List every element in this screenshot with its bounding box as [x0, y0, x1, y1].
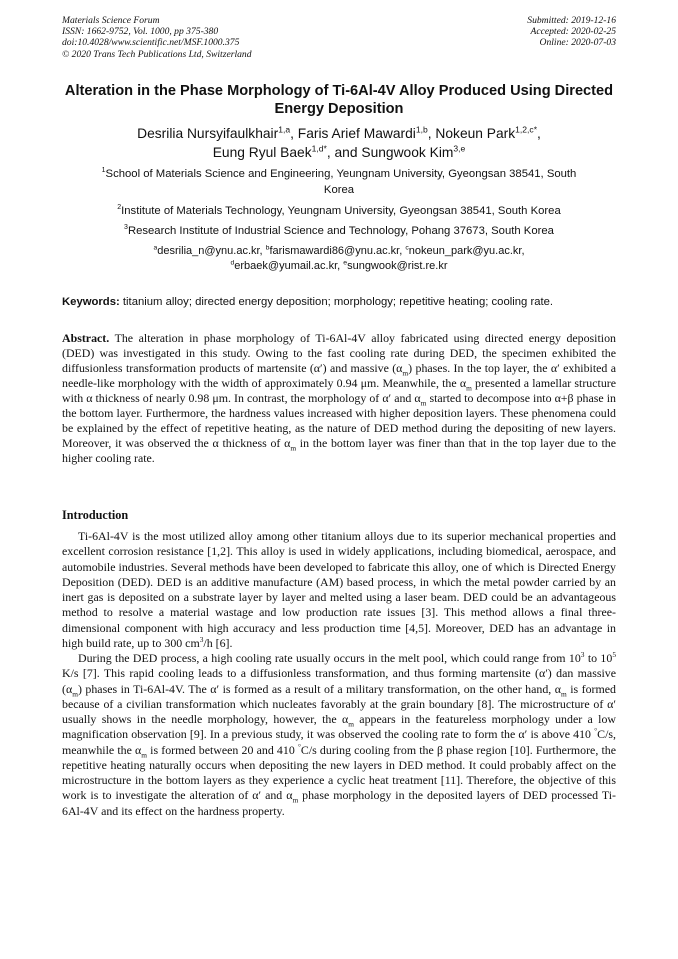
author-separator: , [290, 126, 298, 141]
author-affiliation-mark: 1,b [415, 124, 428, 135]
keywords-text: titanium alloy; directed energy deposition; morphology; repetitive heating; cooling rate. [122, 296, 554, 308]
email-mark: c [405, 244, 409, 252]
section-heading: Introduction [62, 508, 129, 522]
paragraph-text: /h [6]. [203, 635, 233, 650]
journal-copyright: © 2020 Trans Tech Publications Ltd, Switzerland [62, 48, 252, 60]
superscript: 3 [199, 634, 204, 644]
paragraph-text: Ti-6Al-4V is the most utilized alloy among other titanium alloys due to its superior mechanical properties and excellent corrosion resistance [1,2]. This alloy is used in widely applications, including biomedical, aerospace, and automobile industries. Several methods have been developed to fabricate this alloy, one of which is Directed Energy Deposition (DED). DED is an additive manufacture (AM) based process, in which the metal powder carried by an inert gas is deposited on a substrate layer by layer and melted using a laser beam. DED could be an advantageous method to resolve a material wastage and low production rate issues [3]. This method allows a final three-dimensional component with high accuracy and less production time [4,5]. Moreover, DED has an advantage in high build rate, up to 300 cm [62, 529, 616, 650]
superscript: 3 [580, 650, 585, 660]
abstract-text: The alteration in phase morphology of Ti-6Al-4V alloy fabricated using directed energy deposition (DED) was investigated in this study. Owing to the fast cooling rate during DED, the specimen exhibited the diffusionless transformation products of martensite (α′) and massive (α [62, 331, 616, 376]
author-name: Faris Arief Mawardi [297, 126, 416, 141]
email-mark: d [230, 258, 235, 266]
journal-doi: doi:10.4028/www.scientific.net/MSF.1000.375 [62, 37, 240, 49]
keywords [62, 295, 616, 309]
subscript: m [141, 749, 147, 759]
paragraph-text: is formed between 20 and 410 [147, 742, 298, 757]
journal-info [62, 15, 252, 60]
email-address: desrilia_n@ynu.ac.kr, [157, 245, 266, 257]
subscript: m [292, 795, 299, 805]
keywords-label: Keywords: [62, 296, 120, 308]
submission-dates [527, 15, 616, 49]
author-affiliation-mark: 1,a [278, 124, 291, 135]
affiliation-text: Research Institute of Industrial Science and Technology, Pohang 37673, South Korea [127, 225, 554, 237]
author-name: Desrilia Nursyifaulkhair [137, 126, 279, 141]
email-address: sungwook@rist.re.kr [347, 259, 448, 272]
author-affiliation-mark: 1,d* [311, 143, 327, 154]
introduction-body [62, 529, 616, 819]
abstract [62, 331, 616, 466]
email-mark: a [153, 244, 158, 252]
degree-sign: ° [297, 741, 301, 751]
paragraph-text: During the DED process, a high cooling rate usually occurs in the melt pool, which could range from 10 [78, 651, 581, 665]
affiliation-number: 2 [117, 204, 122, 212]
paper-title: Alteration in the Phase Morphology of Ti-6Al-4V Alloy Produced Using Directed Energy Deposition [64, 83, 614, 117]
abstract-text: presented a lamellar structure with α thickness of nearly 0.98 μm. In contrast, the morphology of α′ and α [62, 376, 617, 406]
abstract-label: Abstract. [62, 331, 110, 345]
paragraph-text: K/s [7]. This rapid cooling leads to a diffusionless transformation, and thus forming martensite (α′) dan massive (α [62, 666, 616, 696]
author-separator: , [427, 126, 436, 141]
abstract-text: ) phases. In the top layer, the α′ exhibited a needle-like morphology with the width of approximately 0.94 μm. Meanwhile, the α [62, 361, 617, 391]
paragraph-text: to 10 [584, 651, 613, 665]
email-mark: b [265, 244, 270, 252]
author-separator: , [537, 126, 541, 141]
affiliation-number: 3 [124, 224, 128, 232]
submitted-date: Submitted: 2019-12-16 [527, 15, 616, 26]
subscript: m [466, 383, 472, 393]
email-address: nokeun_park@yu.ac.kr, [408, 245, 525, 257]
affiliation-text: School of Materials Science and Engineering, Yeungnam University, Gyeongsan 38541, South Korea [105, 168, 577, 196]
subscript: m [348, 719, 354, 729]
author-name: Eung Ryul Baek [212, 145, 312, 160]
author-separator: , and [326, 145, 362, 160]
paragraph-text: phase morphology in the deposited layers of DED processed Ti-6Al-4V and its effect on the hardness property. [62, 788, 616, 818]
paragraph [62, 529, 616, 651]
author-list [62, 124, 616, 162]
paragraph-text: ) phases in Ti-6Al-4V. The α′ is formed as a result of a military transformation, on the other hand, α [77, 681, 561, 696]
email-address: farismawardi86@ynu.ac.kr, [269, 245, 406, 257]
paragraph [62, 651, 616, 819]
paragraph-text: C/s during cooling from the β phase region [10]. Furthermore, the repetitive heating naturally occurs when depositing the new layers in DED method. It could probably affect on the microstructure in the bottom layers as they experience a cyclic heat treatment [11]. Therefore, the objective of this work is to investigate the alteration of α′ and α [62, 742, 616, 803]
subscript: m [420, 398, 427, 408]
abstract-text: started to decompose into α+β phase in the bottom layer. Furthermore, the hardness values increased with higher deposition layers. These phenomena could be explained by the effect of repetitive heating, as the nature of DED method during the depositing of new layers. Moreover, it was observed the α thickness of α [62, 391, 616, 451]
paragraph-text: appears in the featureless morphology under a low magnification observation [9]. In a previous study, it was observed the cooling rate to form the α′ is above 410 [62, 712, 616, 742]
online-date: Online: 2020-07-03 [539, 37, 616, 49]
abstract-text: in the bottom layer was finer than that in the top layer due to the higher cooling rate. [62, 436, 616, 466]
subscript: m [402, 368, 409, 378]
degree-sign: ° [594, 726, 598, 736]
affiliation-1 [62, 166, 616, 198]
journal-name: Materials Science Forum [62, 15, 160, 26]
subscript: m [72, 688, 78, 698]
journal-issn: ISSN: 1662-9752, Vol. 1000, pp 375-380 [62, 26, 219, 38]
affiliation-number: 1 [101, 167, 106, 175]
paragraph-text: is formed because of a civilian transformation which nucleates favorably at the grain boundary [8]. The microstructure of α′ usually shows in the needle morphology, however, the α [62, 681, 616, 726]
author-name: Nokeun Park [435, 126, 516, 141]
author-name: Sungwook Kim [361, 145, 454, 160]
email-mark: e [343, 258, 348, 266]
email-address: erbaek@yumail.ac.kr, [234, 259, 344, 272]
email-row [62, 244, 616, 259]
affiliation-2 [62, 203, 616, 219]
subscript: m [560, 688, 567, 698]
author-affiliation-mark: 1,2,c* [515, 124, 538, 135]
email-list [62, 244, 616, 273]
paragraph-text: C/s, meanwhile the α [62, 727, 616, 757]
author-affiliation-mark: 3,e [453, 143, 466, 154]
accepted-date: Accepted: 2020-02-25 [530, 26, 616, 38]
superscript: 5 [612, 650, 616, 660]
affiliation-text: Institute of Materials Technology, Yeungnam University, Gyeongsan 38541, South Korea [121, 205, 561, 217]
subscript: m [290, 443, 297, 453]
affiliation-3 [62, 223, 616, 239]
email-row [62, 259, 616, 274]
